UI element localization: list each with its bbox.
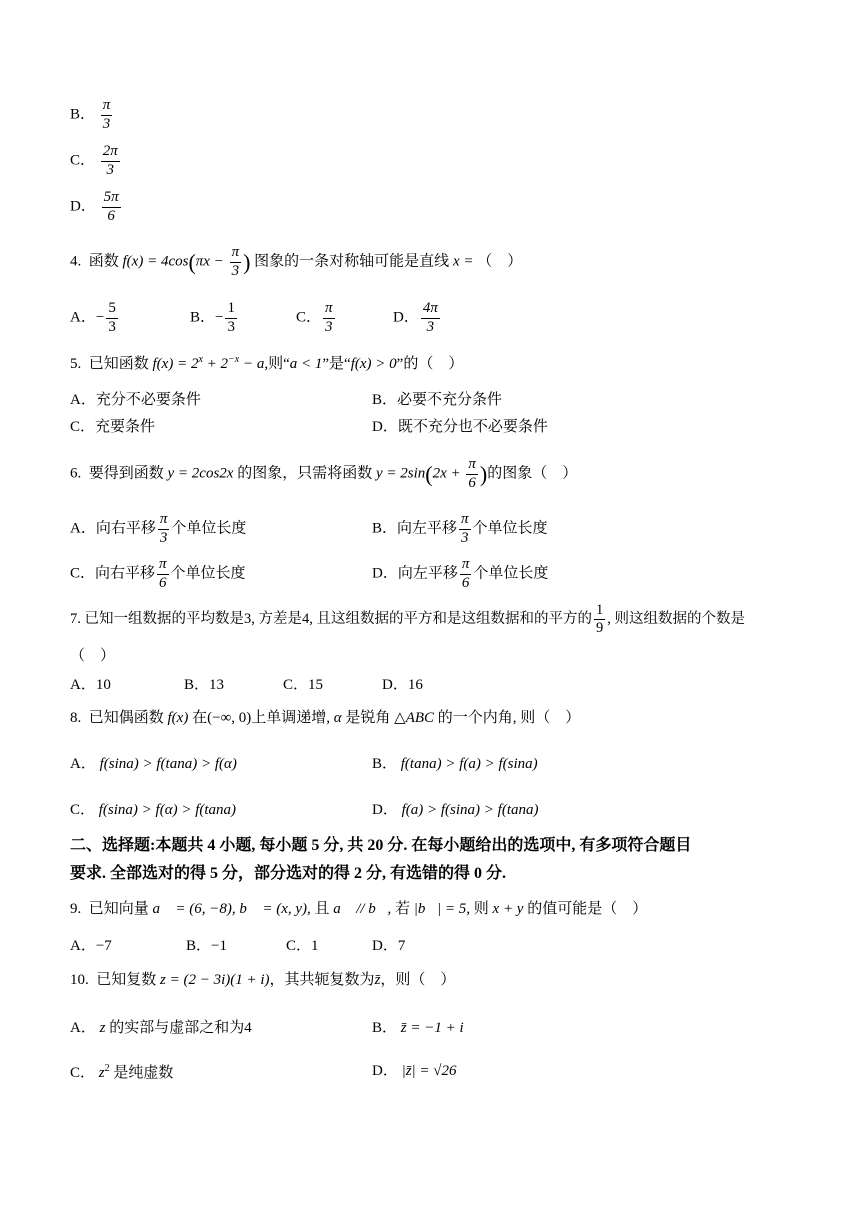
math-expr: y = 2sin bbox=[375, 465, 426, 482]
stem-text: 已知一组数据的平均数是3, 方差是4, 且这组数据的平方和是这组数据和的平方的 bbox=[84, 611, 592, 628]
stem-text: 的图象，只需将函数 bbox=[237, 465, 373, 482]
q5-option-b[interactable]: B．必要不充分条件 bbox=[372, 392, 503, 408]
stem-text: 已知偶函数 bbox=[88, 710, 164, 726]
math-expr: f(tana) > f(a) > f(sina) bbox=[400, 756, 538, 772]
paren: ) bbox=[479, 461, 488, 487]
math-expr: f(x) > 0 bbox=[350, 356, 397, 372]
math-expr: 4 bbox=[244, 1020, 252, 1036]
option-text: 个单位长度 bbox=[473, 565, 549, 582]
q6-option-c[interactable] bbox=[70, 557, 246, 592]
math-expr: △ABC bbox=[394, 710, 435, 726]
q6-option-d[interactable] bbox=[372, 557, 548, 592]
stem-text: 的一个内角, 则（ ） bbox=[437, 710, 581, 726]
q4-option-d[interactable] bbox=[393, 301, 442, 336]
stem-text: 则“ bbox=[268, 356, 290, 372]
denominator: 6 bbox=[468, 474, 476, 491]
fraction bbox=[460, 557, 472, 592]
option-text: B．向左平移 bbox=[372, 520, 458, 537]
q9-option-a[interactable]: A．−7 bbox=[70, 938, 112, 954]
section-heading-line1: 二、选择题:本题共 4 小题, 每小题 5 分, 共 20 分. 在每小题给出的选项中, 有多项符合题目 bbox=[70, 837, 692, 854]
numerator: 5 bbox=[106, 301, 118, 319]
option-label: A． bbox=[70, 309, 96, 326]
exponent: −x bbox=[228, 354, 240, 365]
q7-answer-paren: （ ） bbox=[70, 648, 116, 664]
q3-option-b[interactable] bbox=[70, 98, 114, 133]
answer-paren: （ ） bbox=[477, 253, 523, 270]
fraction bbox=[466, 457, 478, 492]
math-expr: + 2 bbox=[206, 356, 229, 372]
option-label: D． bbox=[372, 802, 398, 818]
stem-text: , 则这组数据的个数是 bbox=[607, 611, 745, 628]
denominator: 3 bbox=[325, 318, 333, 335]
fraction bbox=[459, 512, 471, 547]
option-label: B． bbox=[70, 106, 96, 123]
denominator: 6 bbox=[461, 574, 470, 591]
option-text: 个单位长度 bbox=[170, 565, 246, 582]
stem-text: 的值可能是（ ） bbox=[527, 901, 648, 917]
q4-option-c[interactable] bbox=[296, 301, 337, 336]
sign: − bbox=[95, 309, 105, 326]
q6-stem bbox=[70, 457, 577, 492]
question-number: 7. bbox=[70, 611, 81, 628]
stem-text: 的图象（ ） bbox=[487, 465, 578, 482]
math-expr: |b⃗| = 5 bbox=[413, 901, 467, 917]
option-label: B． bbox=[372, 1020, 398, 1036]
q5-stem bbox=[70, 355, 463, 372]
q5-option-a[interactable]: A．充分不必要条件 bbox=[70, 392, 201, 408]
q8-stem bbox=[70, 711, 580, 726]
stem-text: 上单调递增, bbox=[251, 710, 331, 726]
question-number: 5. bbox=[70, 356, 82, 372]
q8-option-c[interactable] bbox=[70, 803, 236, 818]
fraction bbox=[323, 301, 335, 336]
fraction bbox=[158, 512, 170, 547]
math-expr: f(x) = 2 bbox=[152, 356, 199, 372]
q10-stem bbox=[70, 973, 455, 988]
q9-option-d[interactable]: D．7 bbox=[372, 938, 406, 954]
math-expr: πx − bbox=[195, 253, 224, 270]
section-heading-line2: 要求. 全部选对的得 5 分，部分选对的得 2 分, 有选错的得 0 分. bbox=[70, 865, 507, 882]
numerator: π bbox=[460, 557, 472, 575]
option-label: A． bbox=[70, 1020, 96, 1036]
math-expr: (−∞, 0) bbox=[207, 710, 252, 726]
denominator: 3 bbox=[461, 529, 469, 546]
numerator: π bbox=[323, 301, 335, 319]
option-text: 是纯虚数 bbox=[113, 1065, 174, 1081]
option-text: A．向右平移 bbox=[70, 520, 156, 537]
stem-text: 已知向量 bbox=[88, 901, 149, 917]
q8-option-b[interactable] bbox=[372, 757, 538, 772]
denominator: 3 bbox=[106, 161, 115, 178]
sign: − bbox=[215, 309, 224, 326]
q8-option-a[interactable] bbox=[70, 757, 237, 772]
q7-option-a[interactable]: A．10 bbox=[70, 677, 111, 693]
q7-option-c[interactable]: C．15 bbox=[283, 677, 324, 693]
option-label: D． bbox=[393, 309, 419, 326]
math-expr: z̄ bbox=[374, 972, 381, 988]
q7-option-b[interactable]: B．13 bbox=[184, 677, 225, 693]
stem-text: 在 bbox=[192, 710, 208, 726]
math-expr: z bbox=[98, 1065, 105, 1081]
option-label: B． bbox=[190, 309, 216, 326]
numerator: 2π bbox=[101, 144, 120, 162]
option-text: 的实部与虚部之和为 bbox=[109, 1020, 245, 1036]
exponent: 2 bbox=[104, 1063, 110, 1074]
math-expr: z̄ = −1 + i bbox=[400, 1020, 464, 1036]
numerator: π bbox=[459, 512, 471, 530]
option-text: 个单位长度 bbox=[171, 520, 247, 537]
math-expr: a⃗ = (6, −8), b⃗ = (x, y) bbox=[152, 901, 308, 917]
stem-text: 要得到函数 bbox=[88, 465, 164, 482]
exponent: x bbox=[198, 354, 203, 365]
numerator: π bbox=[466, 457, 478, 475]
q10-option-a[interactable] bbox=[70, 1021, 252, 1036]
math-expr: − a, bbox=[242, 356, 269, 372]
stem-text: 已知函数 bbox=[88, 356, 149, 372]
question-number: 6. bbox=[70, 465, 82, 482]
numerator: π bbox=[101, 98, 113, 116]
math-expr: 2x + bbox=[432, 465, 461, 482]
math-expr: f(x) = 4cos bbox=[122, 253, 189, 270]
math-expr: f(sina) > f(tana) > f(α) bbox=[99, 756, 237, 772]
denominator: 9 bbox=[596, 620, 604, 637]
denominator: 6 bbox=[107, 207, 115, 224]
stem-text: ，则（ ） bbox=[380, 972, 456, 988]
paren: ) bbox=[243, 249, 251, 275]
q4-option-a[interactable] bbox=[70, 301, 120, 336]
option-label: C． bbox=[70, 802, 96, 818]
question-number: 9. bbox=[70, 901, 82, 917]
stem-text: 函数 bbox=[88, 253, 119, 270]
math-expr: f(a) > f(sina) > f(tana) bbox=[401, 802, 539, 818]
q9-option-b[interactable]: B．−1 bbox=[186, 938, 227, 954]
fraction bbox=[106, 301, 118, 336]
question-number: 8. bbox=[70, 710, 82, 726]
numerator: 5π bbox=[102, 190, 121, 208]
math-expr: x = bbox=[452, 253, 474, 270]
math-expr: z bbox=[99, 1020, 106, 1036]
stem-text: ”是“ bbox=[322, 356, 351, 372]
math-expr: a⃗ // b⃗ bbox=[333, 901, 388, 917]
denominator: 3 bbox=[159, 529, 168, 546]
numerator: π bbox=[158, 512, 170, 530]
q6-option-a[interactable] bbox=[70, 512, 246, 547]
stem-text: ”的（ ） bbox=[396, 356, 464, 372]
stem-text: , 则 bbox=[466, 901, 489, 917]
stem-text: 图象的一条对称轴可能是直线 bbox=[254, 253, 450, 270]
q6-option-b[interactable] bbox=[372, 512, 548, 547]
numerator: 4π bbox=[421, 301, 440, 319]
q3-option-d[interactable] bbox=[70, 190, 123, 225]
math-expr: x + y bbox=[492, 901, 524, 917]
option-label: C． bbox=[296, 309, 322, 326]
numerator: π bbox=[230, 245, 242, 263]
fraction bbox=[101, 144, 120, 179]
q10-option-b[interactable] bbox=[372, 1021, 464, 1036]
math-expr: α bbox=[333, 710, 342, 726]
option-text: D．向左平移 bbox=[372, 565, 458, 582]
numerator: 1 bbox=[594, 603, 605, 620]
fraction bbox=[594, 603, 605, 636]
denominator: 6 bbox=[159, 574, 167, 591]
denominator: 3 bbox=[231, 262, 240, 279]
fraction bbox=[157, 557, 169, 592]
denominator: 3 bbox=[426, 318, 435, 335]
denominator: 3 bbox=[227, 318, 235, 335]
fraction bbox=[421, 301, 440, 336]
paren: ( bbox=[425, 461, 433, 487]
q8-option-d[interactable] bbox=[372, 803, 538, 818]
q4-option-b[interactable] bbox=[190, 301, 239, 336]
option-text: 个单位长度 bbox=[472, 520, 548, 537]
q5-option-d[interactable]: D．既不充分也不必要条件 bbox=[372, 419, 548, 435]
numerator: π bbox=[157, 557, 169, 575]
q9-option-c[interactable]: C．1 bbox=[286, 938, 319, 954]
stem-text: , 且 bbox=[307, 901, 330, 917]
fraction bbox=[102, 190, 121, 225]
option-label: B． bbox=[372, 756, 398, 772]
q3-option-c[interactable] bbox=[70, 144, 122, 179]
q5-option-c[interactable]: C．充要条件 bbox=[70, 419, 156, 435]
stem-text: , 若 bbox=[387, 901, 410, 917]
paren: ( bbox=[188, 249, 196, 275]
fraction bbox=[101, 98, 113, 133]
option-label: C． bbox=[70, 1065, 96, 1081]
math-expr: z = (2 − 3i)(1 + i) bbox=[160, 972, 270, 988]
math-expr: f(x) bbox=[167, 710, 189, 726]
q9-stem bbox=[70, 902, 647, 917]
option-text: C．向右平移 bbox=[70, 565, 156, 582]
q7-option-d[interactable]: D．16 bbox=[382, 677, 423, 693]
denominator: 3 bbox=[108, 318, 116, 335]
stem-text: 是锐角 bbox=[345, 710, 391, 726]
q10-option-d[interactable] bbox=[372, 1064, 457, 1079]
question-number: 4. bbox=[70, 253, 82, 270]
numerator: 1 bbox=[225, 301, 237, 319]
math-expr: a < 1 bbox=[289, 356, 323, 372]
q10-option-c[interactable] bbox=[70, 1064, 173, 1081]
math-expr: f(sina) > f(α) > f(tana) bbox=[98, 802, 237, 818]
stem-text: ，其共轭复数为 bbox=[269, 972, 375, 988]
denominator: 3 bbox=[102, 115, 111, 132]
option-label: A． bbox=[70, 756, 96, 772]
question-number: 10. bbox=[70, 972, 89, 988]
math-expr: y = 2cos2x bbox=[167, 465, 234, 482]
fraction bbox=[230, 245, 242, 280]
option-label: D． bbox=[70, 198, 96, 215]
math-expr: |z̄| = √26 bbox=[401, 1063, 457, 1079]
option-label: D． bbox=[372, 1063, 398, 1079]
option-label: C． bbox=[70, 152, 96, 169]
fraction bbox=[225, 301, 237, 336]
q4-stem bbox=[70, 245, 522, 280]
stem-text: 已知复数 bbox=[96, 972, 157, 988]
q7-stem bbox=[70, 603, 745, 636]
